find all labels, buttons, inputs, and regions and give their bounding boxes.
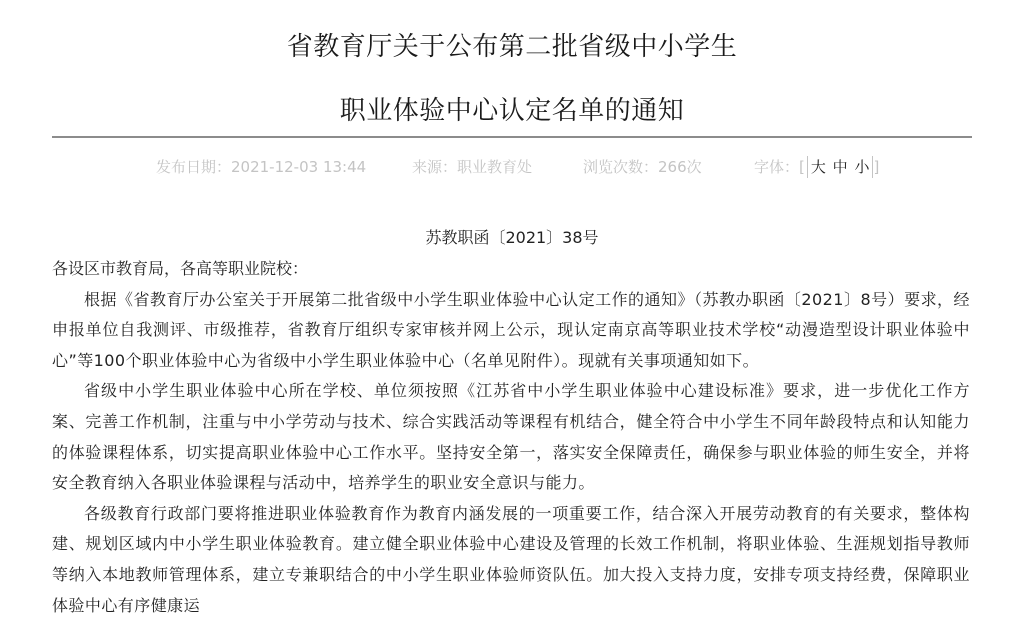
publish-date: 发布日期：2021-12-03 13:44 [156,158,367,176]
article-title-line-2: 职业体验中心认定名单的通知 [339,96,685,126]
body-paragraph-2: 省级中小学生职业体验中心所在学校、单位须按照《江苏省中小学生职业体验中心建设标准》要求，进一步优化工作方案、完善工作机制，注重与中小学劳动与技术、综合实践活动等课程有机结合，健全符合中小学生不同年龄段特点和认知能力的体验课程体系，切实提高职业体验中心工作水平。坚持安全第一，落实安全保障责任，确保参与职业体验的师生安全，并将安全教育纳入各职业体验课程与活动中，培养学生的职业安全意识与能力。 [52,381,970,493]
title-divider [52,136,972,138]
view-count: 浏览次数：266次 [583,158,702,176]
body-paragraph-1: 根据《省教育厅办公室关于开展第二批省级中小学生职业体验中心认定工作的通知》（苏教办职函〔2021〕8号）要求，经申报单位自我测评、市级推荐，省教育厅组织专家审核并网上公示，现认定南京高等职业技术学校“动漫造型设计职业体验中心”等100个职业体验中心为省级中小学生职业体验中心（名单见附件）。现就有关事项通知如下。 [52,289,970,370]
font-size-control [754,156,879,178]
font-size-bracket-open: [ [799,158,805,176]
document-number: 苏教职函〔2021〕38号 [425,228,599,247]
font-size-label: 字体： [754,158,800,176]
salutation: 各设区市教育局，各高等职业院校： [52,259,309,278]
font-size-small-button[interactable]: 小 [854,158,870,176]
font-size-bracket-close: ] [873,158,880,176]
font-size-medium-button[interactable]: 中 [832,158,848,176]
article-meta-bar [52,156,972,178]
body-paragraph-3: 各级教育行政部门要将推进职业体验教育作为教育内涵发展的一项重要工作，结合深入开展劳动教育的有关要求，整体构建、规划区域内中小学生职业体验教育。建立健全职业体验中心建设及管理的长效工作机制，将职业体验、生涯规划指导教师等纳入本地教师管理体系，建立专兼职结合的中小学生职业体验师资队伍。加大投入支持力度，安排专项支持经费，保障职业体验中心有序健康运 [52,503,970,615]
font-size-large-button[interactable]: 大 [810,158,826,176]
article-title-line-1: 省教育厅关于公布第二批省级中小学生 [286,32,738,62]
article-source: 来源：职业教育处 [412,158,533,176]
font-size-options [807,156,874,178]
article-body [52,254,970,621]
